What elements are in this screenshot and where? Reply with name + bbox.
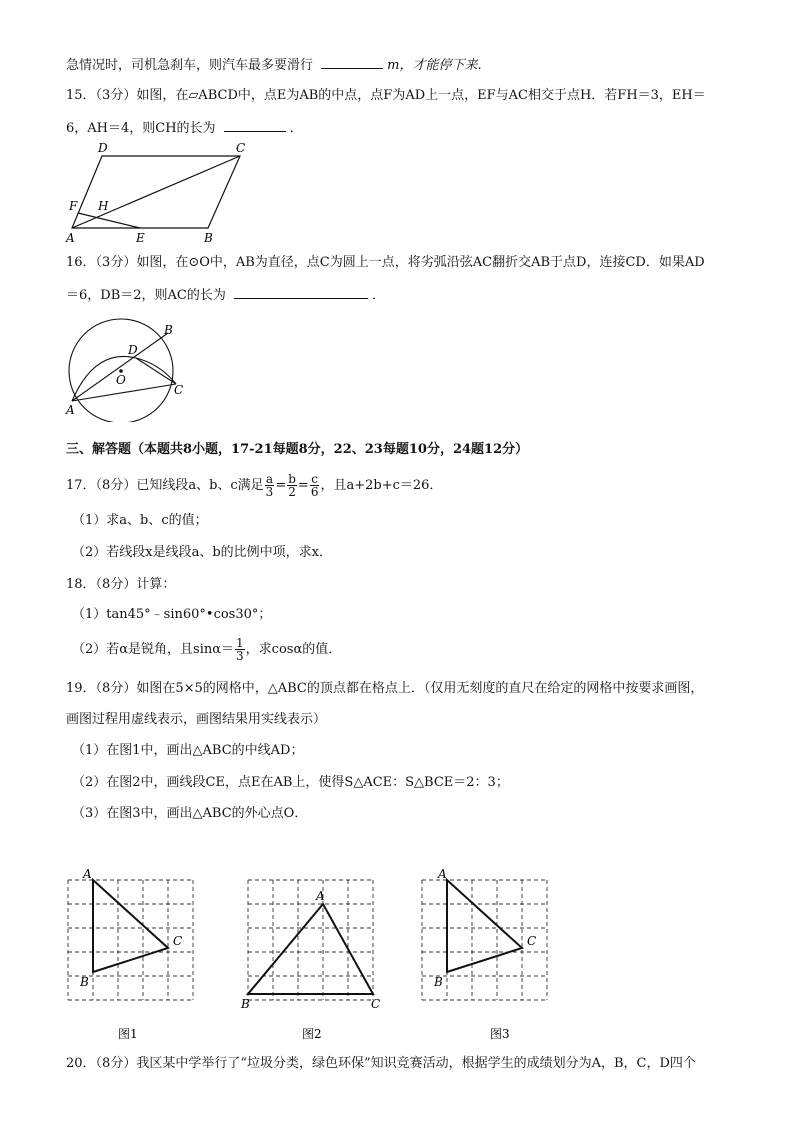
q16-line2-pre: ＝6，DB＝2，则AC的长为 — [66, 288, 226, 303]
q15-line1: 15．（3分）如图，在▱ABCD中，点E为AB的中点，点F为AD上一点，EF与AC相交于点H．若FH＝3，EH＝ — [66, 88, 706, 103]
q18-part2-post: ，求cosα的值． — [245, 642, 342, 657]
caption-fig3: 图3 — [490, 1027, 510, 1041]
q19-line1: 19．（8分）如图在5×5的网格中，△ABC的顶点都在格点上．（仅用无刻度的直尺在给定的网格中按要求画图， — [66, 681, 704, 696]
label-b: B — [204, 231, 213, 245]
label-o: O — [116, 373, 126, 387]
q17-stem-pre: 17．（8分）已知线段a、b、c满足 — [66, 478, 264, 493]
q19-part2: （2）在图2中，画线段CE，点E在AB上，使得S△ACE：S△BCE＝2：3； — [72, 775, 509, 790]
label-e: E — [136, 231, 145, 245]
q19-part1: （1）在图1中，画出△ABC的中线AD； — [72, 743, 304, 758]
triangle-fig2 — [248, 904, 373, 994]
q17-part2: （2）若线段x是线段a、b的比例中项，求x． — [72, 545, 333, 560]
fig3-label-c: C — [527, 934, 537, 948]
q16-circle-figure — [60, 318, 200, 422]
label-h: H — [98, 199, 109, 213]
triangle-fig1 — [93, 880, 168, 972]
q16-line2 — [66, 284, 385, 306]
q17-frac-c: $\frac{c}{6}$ — [310, 472, 319, 499]
q17-part1: （1）求a、b、c的值； — [72, 513, 208, 528]
caption-fig1: 图1 — [118, 1027, 138, 1041]
q16-line2-post: ． — [372, 288, 386, 303]
q18-part2 — [72, 636, 341, 664]
q17-frac-b: $\frac{b}{2}$ — [288, 472, 296, 499]
q15-line2-pre: 6，AH＝4，则CH的长为 — [66, 121, 216, 136]
q19-line2: 画图过程用虚线表示，画图结果用实线表示） — [66, 712, 327, 727]
label-f: F — [69, 199, 78, 213]
label-d: D — [98, 141, 108, 155]
q14-answer-blank[interactable] — [321, 54, 383, 69]
q17-frac-a: $\frac{a}{3}$ — [265, 472, 274, 499]
q15-line2 — [66, 117, 303, 139]
label-a: A — [66, 403, 75, 417]
q19-part3: （3）在图3中，画出△ABC的外心点O． — [72, 806, 308, 821]
fig2-label-b: B — [241, 997, 250, 1011]
fig3-label-b: B — [434, 975, 443, 989]
label-d: D — [128, 343, 138, 357]
q18-part1: （1）tan45°﹣sin60°•cos30°； — [72, 607, 272, 622]
grid-fig2 — [248, 880, 373, 1000]
q18-part2-pre: （2）若α是锐角，且sinα＝ — [72, 642, 235, 657]
q14-text: 急情况时，司机急刹车，则汽车最多要滑行 — [66, 58, 314, 73]
label-c: C — [236, 141, 246, 155]
q15-line2-post: ． — [289, 121, 303, 136]
fig3-label-a: A — [438, 867, 447, 881]
section3-title: 三、解答题（本题共8小题，17-21每题8分，22、23每题10分，24题12分） — [66, 442, 529, 457]
eq-sign-1: = — [275, 478, 287, 493]
q15-parallelogram-figure — [60, 138, 260, 250]
triangle-fig3 — [447, 880, 522, 972]
diameter-ab — [72, 333, 168, 401]
q20-line1: 20．（8分）我区某中学举行了“垃圾分类，绿色环保”知识竞赛活动，根据学生的成绩划分为A，B，C，D四个 — [66, 1056, 696, 1071]
q16-answer-blank[interactable] — [234, 284, 368, 299]
fig2-label-a: A — [316, 889, 325, 903]
fig2-label-c: C — [371, 997, 381, 1011]
label-c: C — [174, 383, 184, 397]
q14-after: m，才能停下来. — [387, 58, 482, 73]
caption-fig2: 图2 — [302, 1027, 322, 1041]
q17-stem — [66, 473, 442, 499]
q15-answer-blank[interactable] — [224, 117, 286, 132]
q14-tail-line — [66, 54, 482, 76]
label-b: B — [164, 323, 173, 337]
fig1-label-c: C — [173, 934, 183, 948]
q18-stem: 18．（8分）计算： — [66, 577, 176, 592]
eq-sign-2: = — [297, 478, 309, 493]
q19-grid-figures — [0, 860, 794, 1050]
fig1-label-a: A — [83, 867, 92, 881]
q17-stem-post: ，且a+2b+c＝26． — [320, 478, 443, 493]
q18-frac: $\frac{1}{3}$ — [236, 636, 244, 663]
segment-ef — [78, 213, 140, 228]
q16-line1: 16．（3分）如图，在⊙O中，AB为直径，点C为圆上一点，将劣弧沿弦AC翻折交AB于点D，连接CD．如果AD — [66, 255, 705, 270]
segment-cd — [136, 358, 176, 384]
label-a: A — [66, 231, 75, 245]
fig1-label-b: B — [80, 975, 89, 989]
